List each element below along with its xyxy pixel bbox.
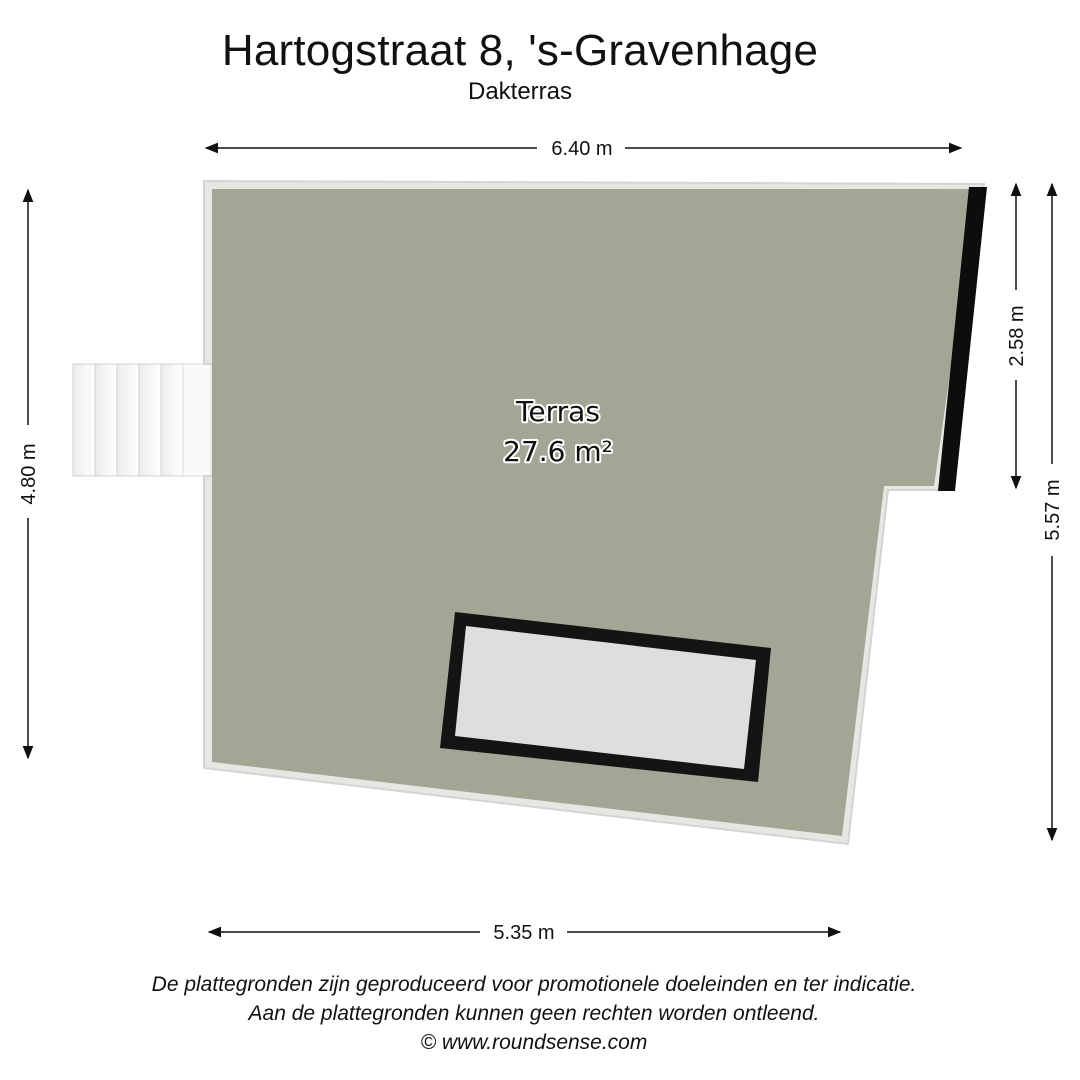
disclaimer-line-1: De plattegronden zijn geproduceerd voor promotionele doeleinden en ter indicatie.	[151, 973, 917, 996]
dimension-right-full	[1042, 184, 1064, 840]
page-subtitle: Dakterras	[467, 78, 573, 105]
dimension-bottom	[209, 922, 840, 944]
room-name: Terras	[516, 395, 600, 428]
dimension-left	[18, 190, 40, 758]
dimension-top	[206, 138, 961, 160]
dimension-left-label: 4.80 m	[18, 443, 40, 505]
dimension-top-label: 6.40 m	[551, 138, 613, 160]
stairs	[73, 364, 211, 476]
dimension-right-full-label: 5.57 m	[1042, 479, 1064, 541]
copyright-line: © www.roundsense.com	[420, 1031, 648, 1054]
room-area: 27.6 m²	[503, 435, 613, 468]
dimension-right-upper-label: 2.58 m	[1006, 305, 1028, 367]
dimension-bottom-label: 5.35 m	[493, 922, 555, 944]
page-title: Hartogstraat 8, 's-Gravenhage	[221, 26, 819, 75]
disclaimer-line-2: Aan de plattegronden kunnen geen rechten worden ontleend.	[248, 1002, 820, 1025]
dimension-right-upper	[1006, 184, 1028, 488]
